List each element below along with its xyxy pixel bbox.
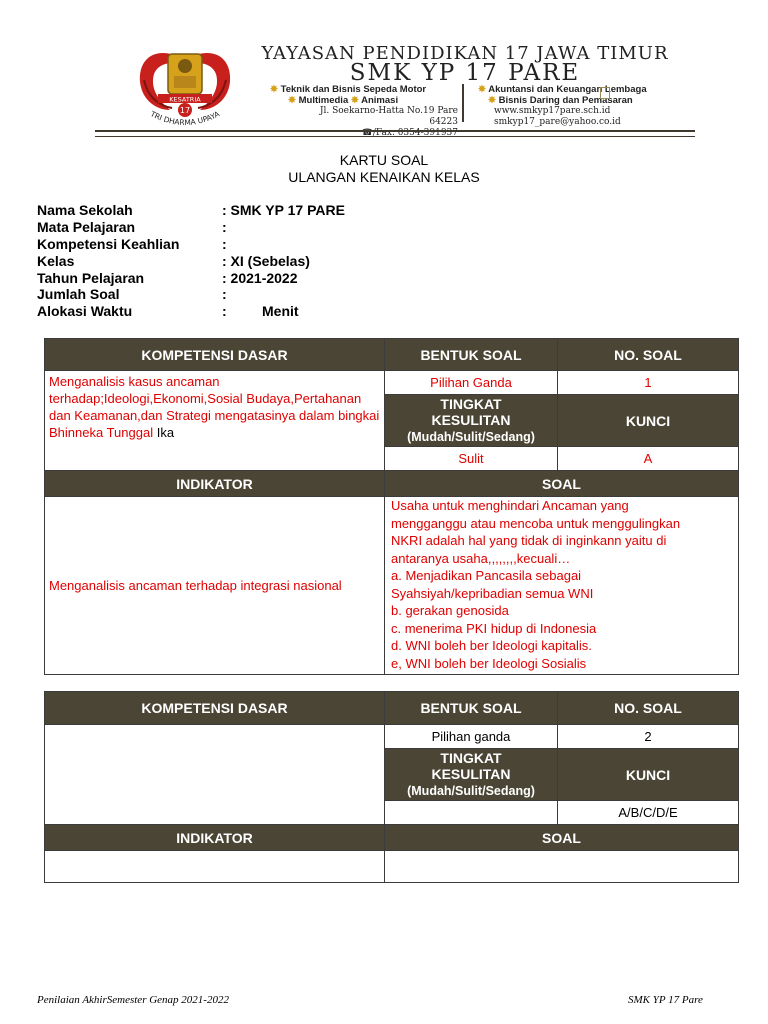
school-name: SMK YP 17 PARE [349, 60, 581, 86]
info-value: : XI (Sebelas) [222, 252, 310, 269]
soal-value [385, 497, 739, 675]
header-indikator: INDIKATOR [45, 825, 385, 851]
footer-left: Penilaian AkhirSemester Genap 2021-2022 [37, 994, 229, 1006]
svg-text:17: 17 [179, 106, 191, 115]
document-title: KARTU SOAL [339, 152, 429, 168]
info-value: : [222, 286, 227, 303]
question-card-1 [44, 338, 739, 675]
star-icon: ✸ [350, 95, 362, 106]
info-value: : [222, 303, 227, 320]
footer-right: SMK YP 17 Pare [628, 994, 703, 1006]
tingkat-options: (Mudah/Sulit/Sedang) [407, 784, 535, 798]
bentuk-soal-value: Pilihan ganda [385, 725, 558, 749]
program-item: Animasi [361, 95, 399, 106]
info-label: Jumlah Soal [37, 286, 120, 303]
soal-line: Usaha untuk menghindari Ancaman yang [391, 498, 629, 513]
header-kunci: KUNCI [558, 749, 739, 801]
indikator-value [45, 851, 385, 883]
info-label: Kompetensi Keahlian [37, 235, 180, 252]
header-no-soal: NO. SOAL [558, 692, 739, 725]
school-logo-icon [130, 40, 240, 132]
header-kunci: KUNCI [558, 395, 739, 447]
kompetensi-dasar-value [45, 725, 385, 825]
star-icon: ✸ [270, 84, 281, 95]
programs-right [478, 84, 647, 106]
info-unit: Menit [262, 303, 299, 320]
soal-option-a: a. Menjadikan Pancasila sebagai [391, 568, 582, 583]
document-subtitle: ULANGAN KENAIKAN KELAS [288, 169, 480, 185]
info-label: Alokasi Waktu [37, 303, 133, 320]
star-icon: ✸ [488, 95, 499, 106]
kompetensi-dasar-suffix: Ika [153, 425, 175, 440]
indikator-value: Menganalisis ancaman terhadap integrasi nasional [45, 497, 385, 675]
info-label: Tahun Pelajaran [37, 269, 145, 286]
program-item: Multimedia [298, 95, 349, 106]
soal-option-b: b. gerakan genosida [391, 603, 509, 618]
program-item: Akuntansi dan Keuangan Lembaga [488, 84, 647, 95]
info-label: Nama Sekolah [37, 202, 133, 218]
info-label: Mata Pelajaran [37, 218, 136, 235]
soal-line: mengganggu atau mencoba untuk menggulingkan [391, 515, 681, 531]
header-ornament [600, 87, 610, 99]
header-soal: SOAL [385, 471, 739, 497]
tingkat-kesulitan-value: Sulit [385, 447, 558, 471]
soal-option-d: d. WNI boleh ber Ideologi kapitalis. [391, 638, 592, 653]
soal-option-c: c. menerima PKI hidup di Indonesia [391, 620, 597, 636]
star-icon: ✸ [288, 95, 299, 106]
phone: ☎/Fax. 0354-391937 [361, 128, 458, 138]
website: www.smkyp17pare.sch.id [494, 106, 611, 116]
header-no-soal: NO. SOAL [558, 339, 739, 371]
soal-line: antaranya usaha,,,,,,,,kecuali… [391, 550, 571, 566]
question-card-2 [44, 691, 739, 883]
kesulitan-line: KESULITAN [431, 766, 511, 782]
info-label: Kelas [37, 252, 75, 269]
programs-left [270, 84, 426, 106]
header-kompetensi-dasar: KOMPETENSI DASAR [45, 692, 385, 725]
kesulitan-line: KESULITAN [431, 412, 511, 428]
contact-block [494, 106, 621, 128]
letterhead [0, 0, 768, 140]
foundation-name: YAYASAN PENDIDIKAN 17 JAWA TIMUR [261, 43, 669, 64]
info-value: : [222, 235, 227, 252]
email: smkyp17_pare@yahoo.co.id [494, 117, 621, 127]
header-tingkat-kesulitan [385, 395, 558, 447]
header-kompetensi-dasar: KOMPETENSI DASAR [45, 339, 385, 371]
kunci-value: A/B/C/D/E [558, 801, 739, 825]
tingkat-line: TINGKAT [440, 750, 502, 766]
header-rule [95, 130, 695, 137]
kompetensi-dasar-cell [45, 371, 385, 471]
info-value: : [222, 218, 227, 235]
program-item: Bisnis Daring dan Pemasaran [498, 95, 633, 106]
no-soal-value: 1 [558, 371, 739, 395]
info-value: : 2021-2022 [222, 269, 298, 286]
star-icon: ✸ [478, 84, 489, 95]
soal-option-a-cont: Syahsiyah/kepribadian semua WNI [391, 585, 594, 601]
tingkat-line: TINGKAT [440, 396, 502, 412]
kompetensi-dasar-text: Menganalisis kasus ancaman terhadap;Ideologi,Ekonomi,Sosial Budaya,Pertahanan dan Keamanan,dan Strategi mengatasinya dalam bingkai Bhinneka Tunggal [49, 374, 380, 440]
header-bentuk-soal: BENTUK SOAL [385, 339, 558, 371]
address: Jl. Soekarno-Hatta No.19 Pare 64223 [319, 106, 458, 127]
program-item: Teknik dan Bisnis Sepeda Motor [280, 84, 427, 95]
soal-value [385, 851, 739, 883]
kunci-value: A [558, 447, 739, 471]
tingkat-kesulitan-value [385, 801, 558, 825]
bentuk-soal-value: Pilihan Ganda [385, 371, 558, 395]
tingkat-options: (Mudah/Sulit/Sedang) [407, 430, 535, 444]
no-soal-value: 2 [558, 725, 739, 749]
header-tingkat-kesulitan [385, 749, 558, 801]
soal-line: NKRI adalah hal yang tidak di inginkann yaitu di [391, 533, 667, 548]
soal-option-e: e, WNI boleh ber Ideologi Sosialis [391, 655, 587, 671]
header-bentuk-soal: BENTUK SOAL [385, 692, 558, 725]
header-soal: SOAL [385, 825, 739, 851]
svg-text:KESATRIA: KESATRIA [169, 95, 201, 104]
svg-text:TRI DHARMA UPAYA: TRI DHARMA UPAYA [149, 109, 221, 128]
header-divider [462, 84, 472, 122]
info-value: : SMK YP 17 PARE [222, 202, 345, 218]
header-indikator: INDIKATOR [45, 471, 385, 497]
